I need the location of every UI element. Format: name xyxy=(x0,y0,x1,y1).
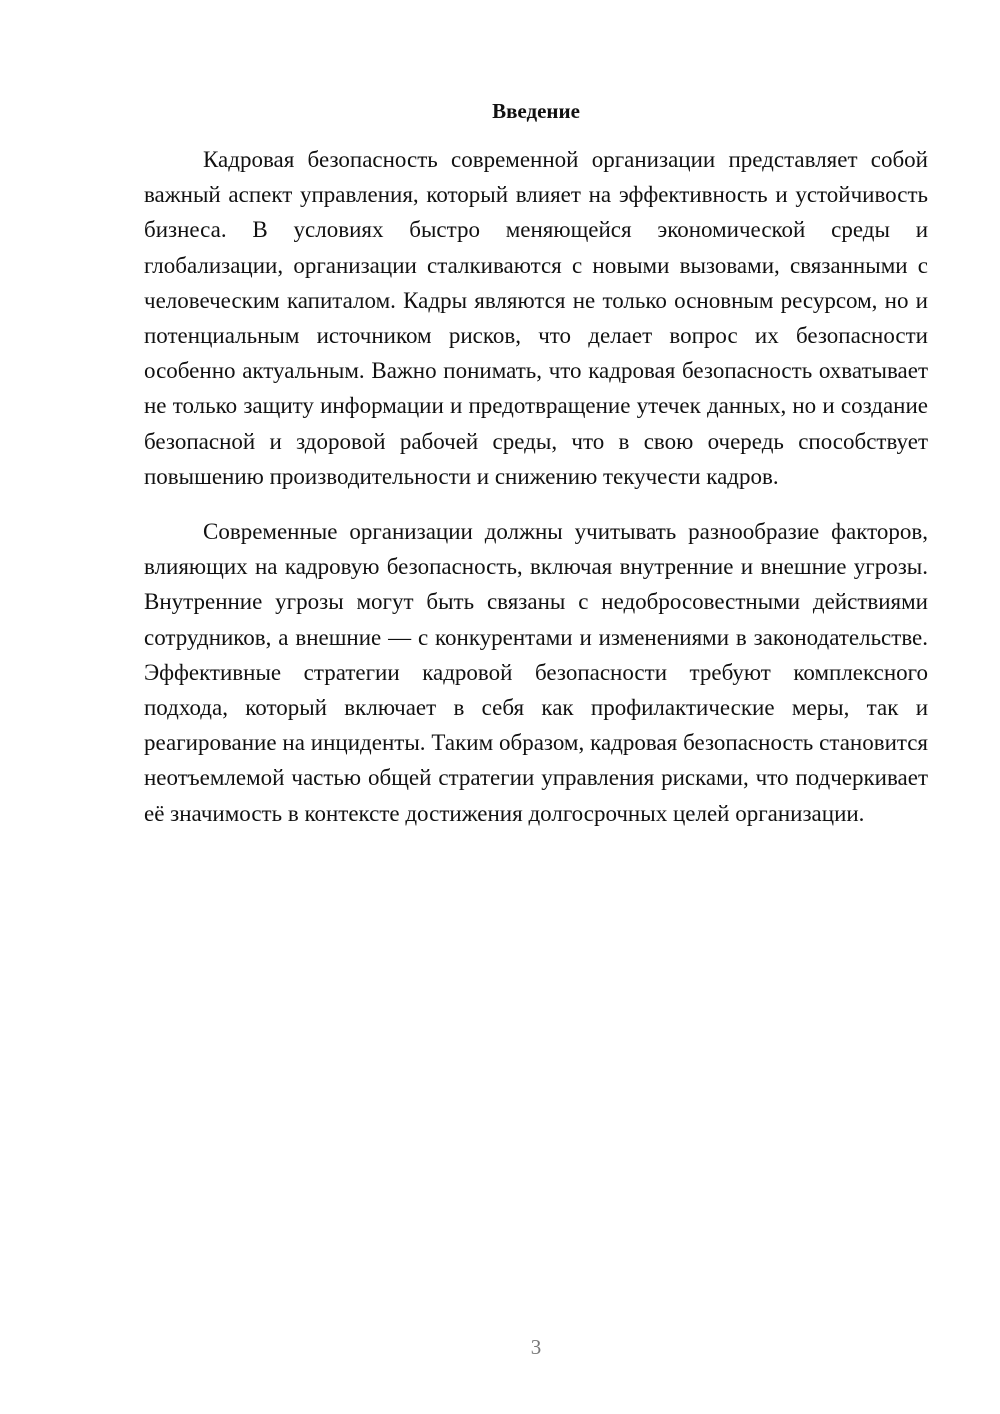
section-title: Введение xyxy=(492,99,580,123)
page-number: 3 xyxy=(530,1335,542,1359)
body-text xyxy=(144,142,928,831)
paragraph-2: Современные организации должны учитывать разнообразие факторов, влияющих на кадровую безопасность, включая внутренние и внешние угрозы. Внутренние угрозы могут быть связаны с недобросовестными действиями сотрудников, а внешние — с конкурентами и изменениями в законодательстве. Эффективные стратегии кадровой безопасности требуют комплексного подхода, который включает в себя как профилактические меры, так и реагирование на инциденты. Таким образом, кадровая безопасность становится неотъемлемой частью общей стратегии управления рисками, что подчеркивает её значимость в контексте достижения долгосрочных целей организации. xyxy=(144,519,928,826)
paragraph-1: Кадровая безопасность современной организации представляет собой важный аспект управления, который влияет на эффективность и устойчивость бизнеса. В условиях быстро меняющейся экономической среды и глобализации, организации сталкиваются с новыми вызовами, связанными с человеческим капиталом. Кадры являются не только основным ресурсом, но и потенциальным источником рисков, что делает вопрос их безопасности особенно актуальным. Важно понимать, что кадровая безопасность охватывает не только защиту информации и предотвращение утечек данных, но и создание безопасной и здоровой рабочей среды, что в свою очередь способствует повышению производительности и снижению текучести кадров. xyxy=(144,147,928,489)
